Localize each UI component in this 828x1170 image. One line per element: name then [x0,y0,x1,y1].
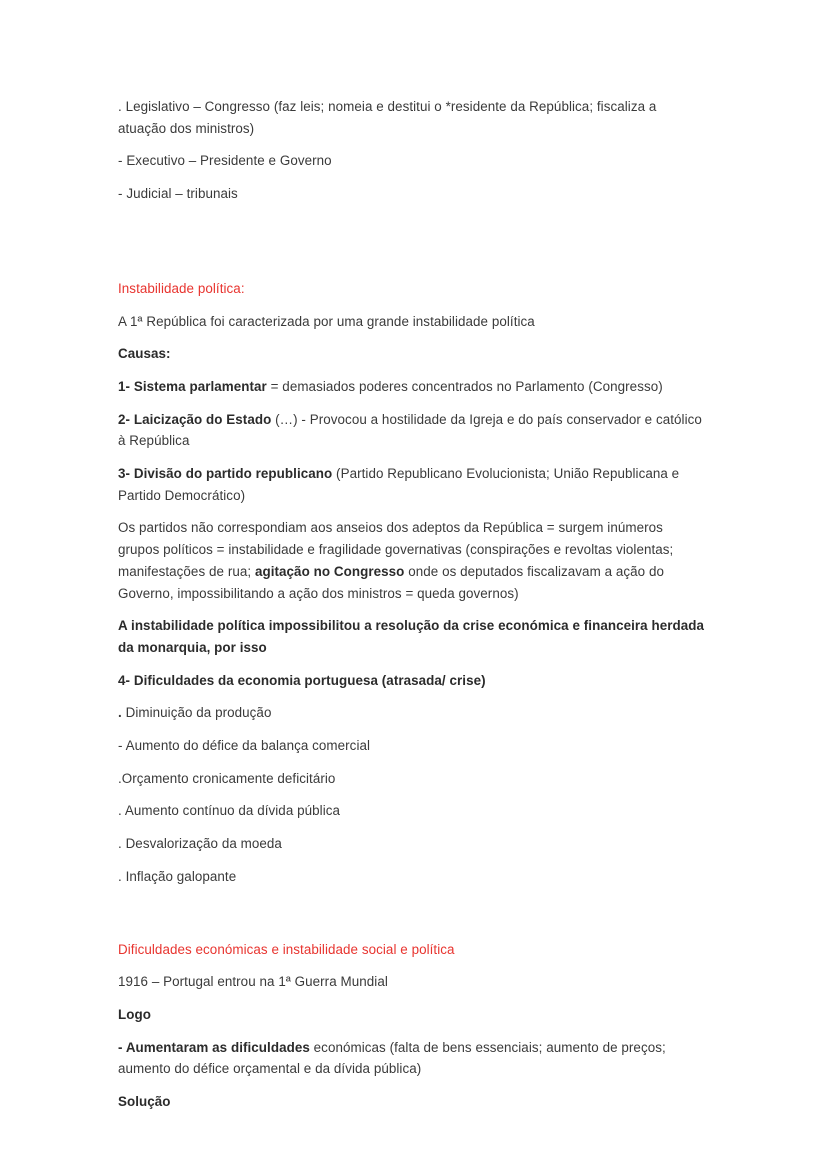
list-item-eco-6: . Inflação galopante [118,868,237,884]
paragraph-causa-1 [118,376,706,398]
label-logo: Logo [118,1006,151,1022]
paragraph-instabilidade-crise: A instabilidade política impossibilitou a resolução da crise económica e financeira herdada da monarquia, por isso [118,618,705,655]
paragraph-republica-caracterizada: A 1ª República foi caracterizada por uma grande instabilidade política [118,313,535,329]
paragraph-executive: - Executivo – Presidente e Governo [118,153,332,169]
causa-2-lead: 2- Laicização do Estado [118,411,272,427]
causa-3-lead: 3- Divisão do partido republicano [118,466,333,482]
label-causas: Causas: [118,346,171,362]
list-item-eco-3: .Orçamento cronicamente deficitário [118,770,336,786]
eco-1-rest: Diminuição da produção [121,705,272,721]
causa-1-lead: 1- Sistema parlamentar [118,378,267,394]
section-spacer-one [118,216,706,278]
heading-dificuldades-economicas: Dificuldades económicas e instabilidade social e política [118,941,455,957]
list-item-eco-1 [118,702,706,724]
paragraph-aumentaram-dificuldades [118,1037,706,1080]
heading-instabilidade-politica: Instabilidade política: [118,280,245,296]
aumentaram-rest: económicas (falta de bens essenciais; aumento de preços; aumento do défice orçamental e da dívida pública) [118,1039,666,1077]
paragraph-causa-2 [118,409,706,452]
paragraph-causa-3 [118,463,706,506]
label-solucao: Solução [118,1094,171,1110]
paragraph-causa-4: 4- Dificuldades da economia portuguesa (atrasada/ crise) [118,672,486,688]
list-item-eco-5: . Desvalorização da moeda [118,836,282,852]
paragraph-legislative: . Legislativo – Congresso (faz leis; nomeia e destitui o *residente da República; fiscaliza a atuação dos ministros) [118,99,657,136]
section-spacer-two [118,899,706,939]
partidos-after: onde os deputados fiscalizavam a ação do Governo, impossibilitando a ação dos ministros = queda governos) [118,563,665,601]
aumentaram-lead: - Aumentaram as dificuldades [118,1039,310,1055]
paragraph-guerra-1916: 1916 – Portugal entrou na 1ª Guerra Mundial [118,974,388,990]
causa-3-rest: (Partido Republicano Evolucionista; União Republicana e Partido Democrático) [118,466,680,503]
paragraph-judicial: - Judicial – tribunais [118,186,238,202]
partidos-before: Os partidos não correspondiam aos anseios dos adeptos da República = surgem inúmeros grupos políticos = instabilidade e fragilidade governativas (conspirações e revoltas violentas; manifestações de rua; [118,520,674,579]
list-item-eco-4: . Aumento contínuo da dívida pública [118,803,341,819]
causa-2-rest: (…) - Provocou a hostilidade da Igreja e do país conservador e católico à República [118,411,702,449]
document-content [118,96,706,1124]
list-item-eco-2: - Aumento do défice da balança comercial [118,738,371,754]
causa-1-rest: = demasiados poderes concentrados no Parlamento (Congresso) [266,378,663,394]
paragraph-partidos-anseios [118,517,706,604]
partidos-bold-mid: agitação no Congresso [254,563,405,579]
eco-1-dot: . [118,705,122,721]
